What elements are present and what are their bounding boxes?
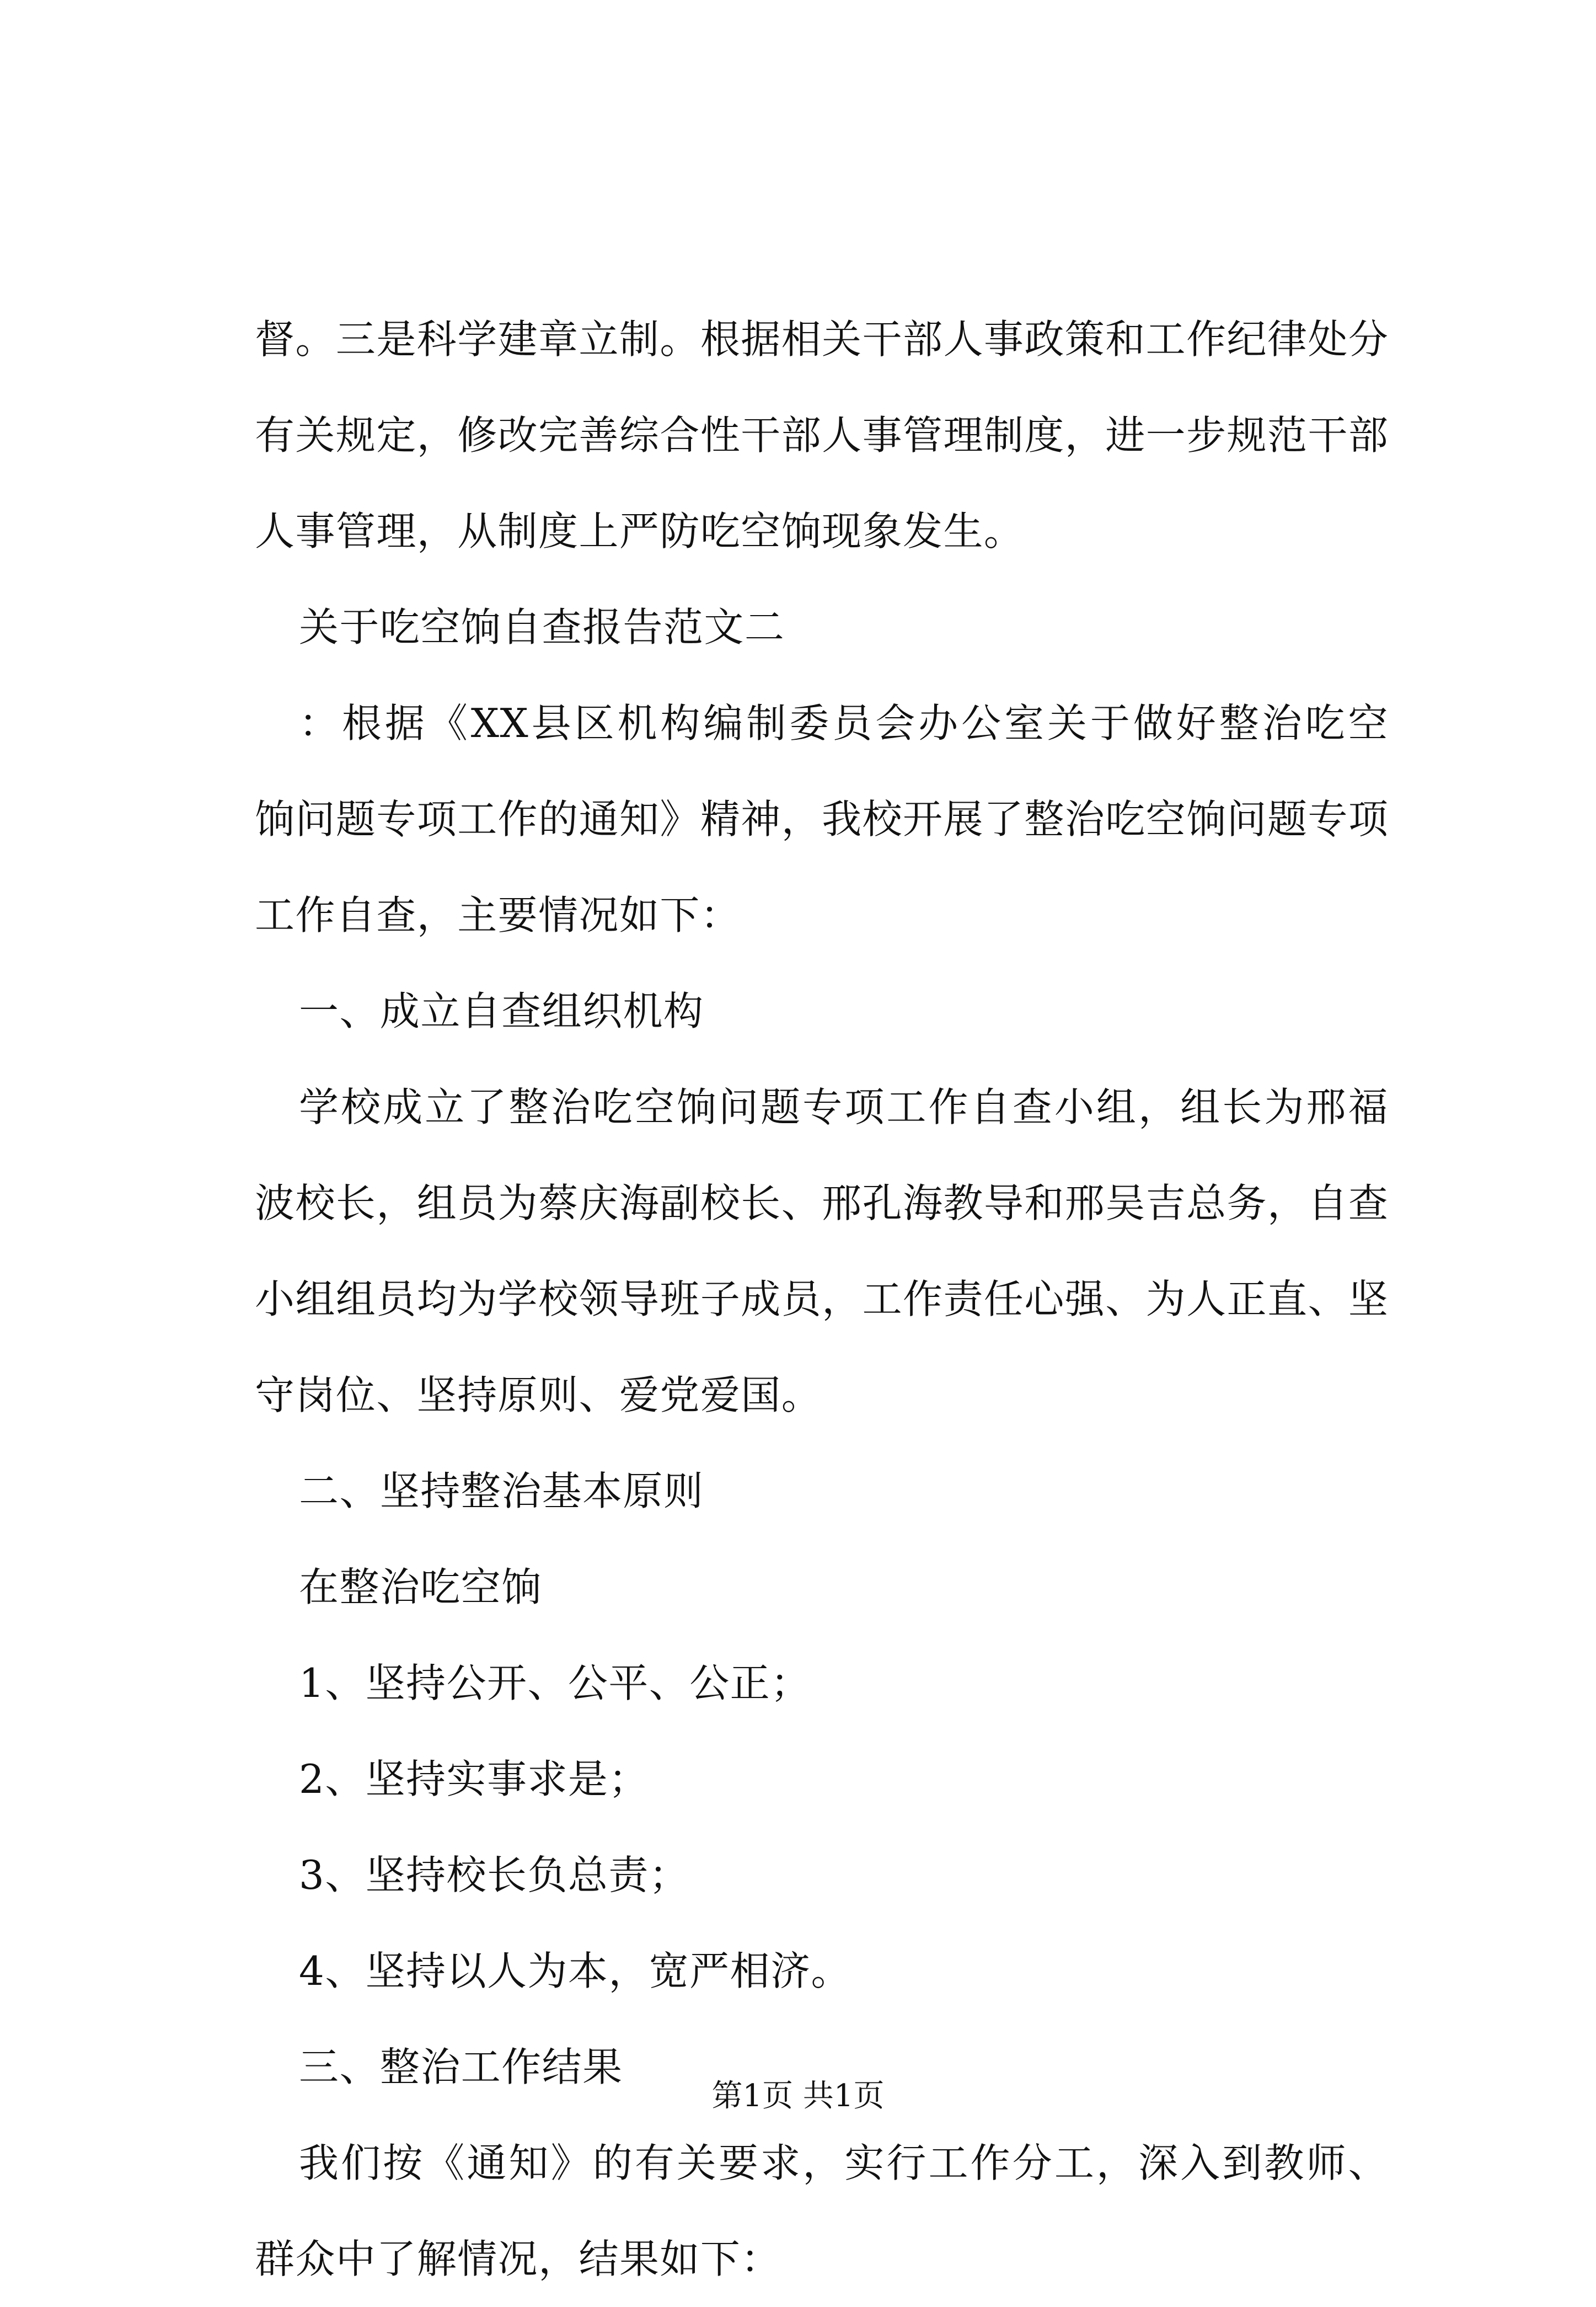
paragraph-line: ：根据《XX县区机构编制委员会办公室关于做好整治吃空 [299,700,1389,746]
paragraph-line: 波校长，组员为蔡庆海副校长、邢孔海教导和邢吴吉总务，自查 [255,1180,1389,1226]
section-heading: 一、成立自查组织机构 [299,988,704,1034]
page-footer: 第1页 共1页 [711,2078,885,2114]
paragraph-line: 工作自查，主要情况如下： [255,892,741,938]
paragraph-line: 人事管理，从制度上严防吃空饷现象发生。 [255,508,1025,554]
paragraph-line: 群众中了解情况，结果如下： [255,2236,781,2282]
list-item: 1、坚持公开、公平、公正； [299,1660,811,1706]
document-body [255,291,1389,2307]
section-heading: 三、整治工作结果 [299,2044,623,2090]
list-item: 3、坚持校长负总责； [299,1852,690,1898]
paragraph-line: 饷问题专项工作的通知》精神，我校开展了整治吃空饷问题专项 [255,796,1389,842]
paragraph-line: 督。三是科学建章立制。根据相关干部人事政策和工作纪律处分 [255,316,1389,362]
list-item: 2、坚持实事求是； [299,1756,649,1802]
list-item: 4、坚持以人为本，宽严相济。 [299,1948,851,1994]
paragraph-line: 我们按《通知》的有关要求，实行工作分工，深入到教师、 [299,2140,1389,2186]
paragraph-line: 在整治吃空饷 [299,1564,542,1610]
section-heading: 二、坚持整治基本原则 [299,1468,704,1514]
paragraph-line: 有关规定，修改完善综合性干部人事管理制度，进一步规范干部 [255,412,1389,458]
paragraph-line: 小组组员均为学校领导班子成员，工作责任心强、为人正直、坚 [255,1276,1389,1322]
paragraph-line: 学校成立了整治吃空饷问题专项工作自查小组，组长为邢福 [299,1084,1389,1130]
section-title: 关于吃空饷自查报告范文二 [299,604,785,650]
paragraph-line: 守岗位、坚持原则、爱党爱国。 [255,1372,822,1418]
